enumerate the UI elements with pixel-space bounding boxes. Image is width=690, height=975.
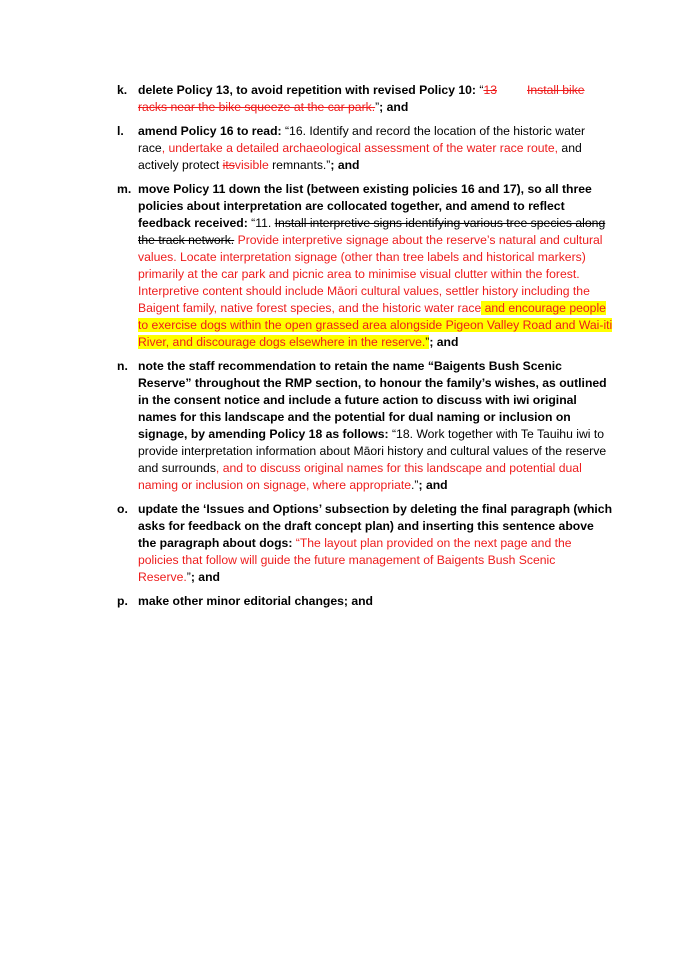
open-quote: “	[475, 83, 484, 97]
inserted-text: , undertake a detailed archaeological assessment of the water race route,	[161, 141, 559, 155]
item-letter: p.	[117, 594, 128, 608]
deleted-policy-number: 13	[483, 83, 497, 97]
item-instruction: delete Policy 13, to avoid repetition with revised Policy 10:	[138, 83, 476, 97]
list-item-p	[117, 593, 613, 610]
item-end: ; and	[418, 478, 448, 492]
item-instruction: amend Policy 16 to read:	[138, 124, 282, 138]
item-instruction: note the staff recommendation to retain the name “Baigents Bush Scenic Reserve” throughout the RMP section, to honour the family’s wishes, as outlined in the consent notice and include a future action to discuss with iwi original names for this landscape and the potential for dual naming or inclusion on signage, by amending Policy 18 as follows:	[138, 359, 607, 441]
item-end: ; and	[429, 335, 459, 349]
deleted-policy-text: Install bike racks near the bike squeeze at the car park.	[138, 83, 585, 114]
item-instruction: make other minor editorial changes; and	[138, 594, 374, 608]
resolution-list	[117, 82, 613, 617]
list-item-n	[117, 358, 613, 494]
list-item-l	[117, 123, 613, 174]
list-item-k	[117, 82, 613, 116]
item-letter: k.	[117, 83, 128, 97]
item-end: ; and	[379, 100, 409, 114]
close-quote: ”	[375, 100, 380, 114]
close-quote: ”	[425, 335, 430, 349]
item-letter: m.	[117, 182, 132, 196]
inserted-text: “The layout plan provided on the next page and the policies that follow will guide the future management of Baigents Bush Scenic Reserve.	[138, 536, 572, 584]
inserted-text: , and to discuss original names for this landscape and potential dual naming or inclusion on signage, where appropriate	[138, 461, 582, 492]
item-letter: o.	[117, 502, 128, 516]
policy-text: “11.	[247, 216, 275, 230]
item-instruction: move Policy 11 down the list (between existing policies 16 and 17), so all three policies about interpretation are collocated together, and amend to reflect feedback received:	[138, 182, 592, 230]
list-item-m	[117, 181, 613, 351]
close-quote: ”	[186, 570, 191, 584]
policy-text: remnants.”	[268, 158, 331, 172]
deleted-text: Install interpretive signs identifying various tree species along the track network.	[138, 216, 606, 247]
policy-text: “16. Identify and record the location of the historic water race	[138, 124, 586, 155]
item-letter: n.	[117, 359, 128, 373]
policy-text: and actively protect	[138, 141, 582, 172]
item-end: ; and	[330, 158, 360, 172]
inserted-text: Provide interpretive signage about the reserve’s natural and cultural values. Locate interpretation signage (other than tree labels and historical markers) primarily at the car park and picnic area to minimise visual clutter within the forest. Interpretive content should include Māori cultural values, settler history including the Baigent family, native forest species, and the historic water race	[138, 233, 603, 315]
inserted-text: visible	[234, 158, 269, 172]
item-end: ; and	[190, 570, 220, 584]
list-item-o	[117, 501, 613, 586]
policy-text: “18. Work together with Te Tauihu iwi to provide interpretation information about Māori history and cultural values of the reserve and surrounds	[138, 427, 607, 475]
item-letter: l.	[117, 124, 124, 138]
item-instruction: update the ‘Issues and Options’ subsection by deleting the final paragraph (which asks for feedback on the draft concept plan) and inserting this sentence above the paragraph about dogs:	[138, 502, 613, 550]
highlighted-inserted-text: and encourage people to exercise dogs within the open grassed area alongside Pigeon Valley Road and Wai-iti River, and discourage dogs elsewhere in the reserve.	[138, 301, 613, 349]
deleted-text: its	[222, 158, 235, 172]
policy-text: .”	[411, 478, 419, 492]
